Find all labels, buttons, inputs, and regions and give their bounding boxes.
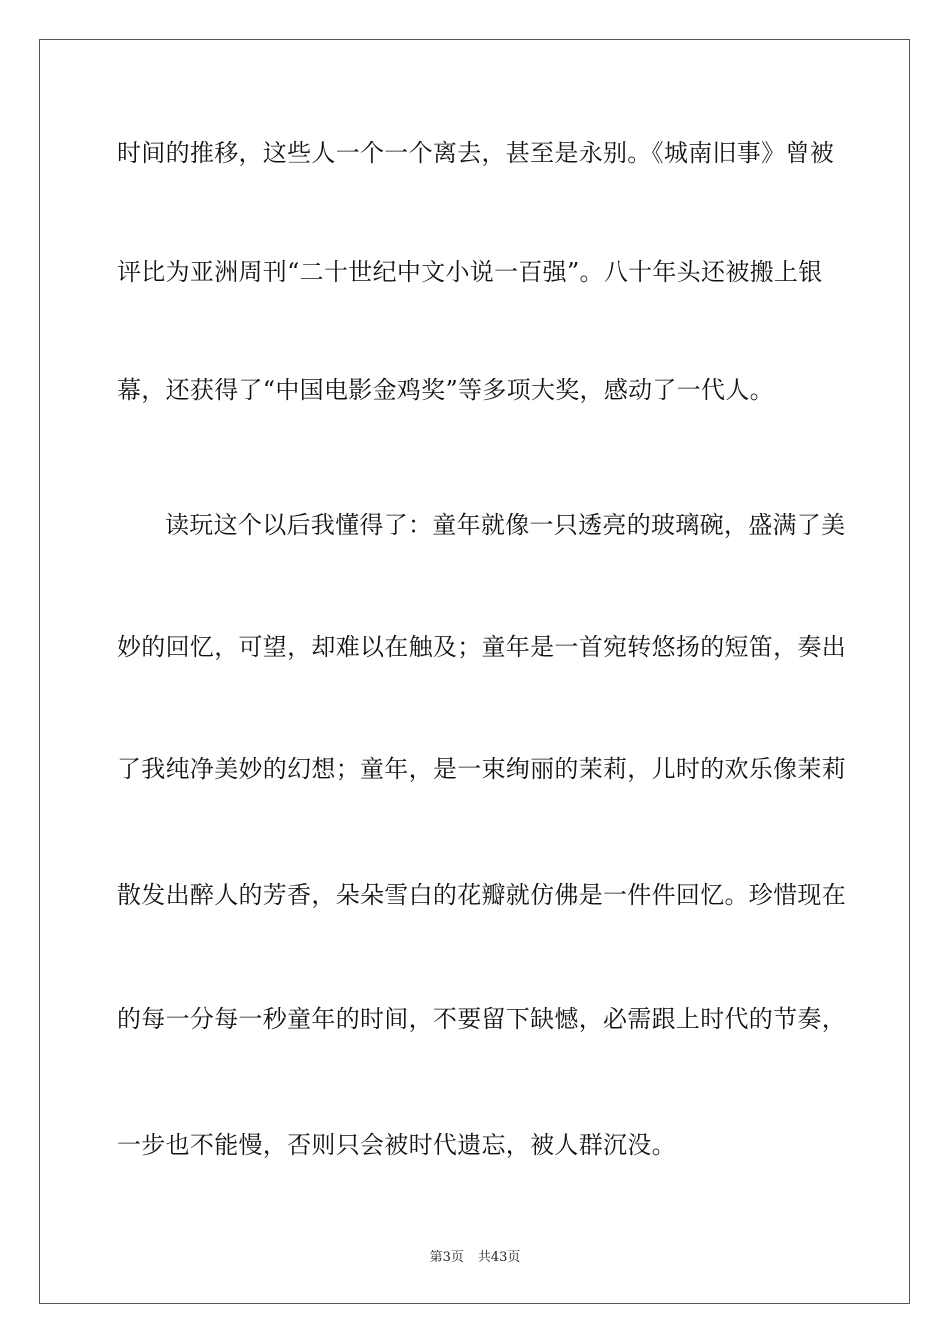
page-total: 共43页 (477, 1250, 521, 1265)
page-footer (0, 1246, 950, 1265)
body-text-line: 散发出醉人的芳香，朵朵雪白的花瓣就仿佛是一件件回忆。珍惜现在 (117, 881, 846, 909)
page-number: 第3页 (429, 1250, 464, 1265)
body-text-line: 一步也不能慢，否则只会被时代遗忘，被人群沉没。 (117, 1131, 676, 1159)
body-text-line: 了我纯净美妙的幻想；童年，是一束绚丽的茉莉，儿时的欢乐像茉莉 (117, 755, 846, 783)
paragraph-first-line: 读玩这个以后我懂得了：童年就像一只透亮的玻璃碗，盛满了美 (165, 511, 846, 539)
page-border (39, 39, 910, 1304)
body-text-line: 妙的回忆，可望，却难以在触及；童年是一首宛转悠扬的短笛，奏出 (117, 633, 846, 661)
body-text-line: 评比为亚洲周刊“二十世纪中文小说一百强”。八十年头还被搬上银 (117, 258, 823, 286)
body-text-line: 时间的推移，这些人一个一个离去，甚至是永别。《城南旧事》曾被 (117, 139, 834, 167)
body-text-line: 的每一分每一秒童年的时间，不要留下缺憾，必需跟上时代的节奏， (117, 1005, 846, 1033)
body-text-line: 幕，还获得了“中国电影金鸡奖”等多项大奖，感动了一代人。 (117, 376, 774, 404)
